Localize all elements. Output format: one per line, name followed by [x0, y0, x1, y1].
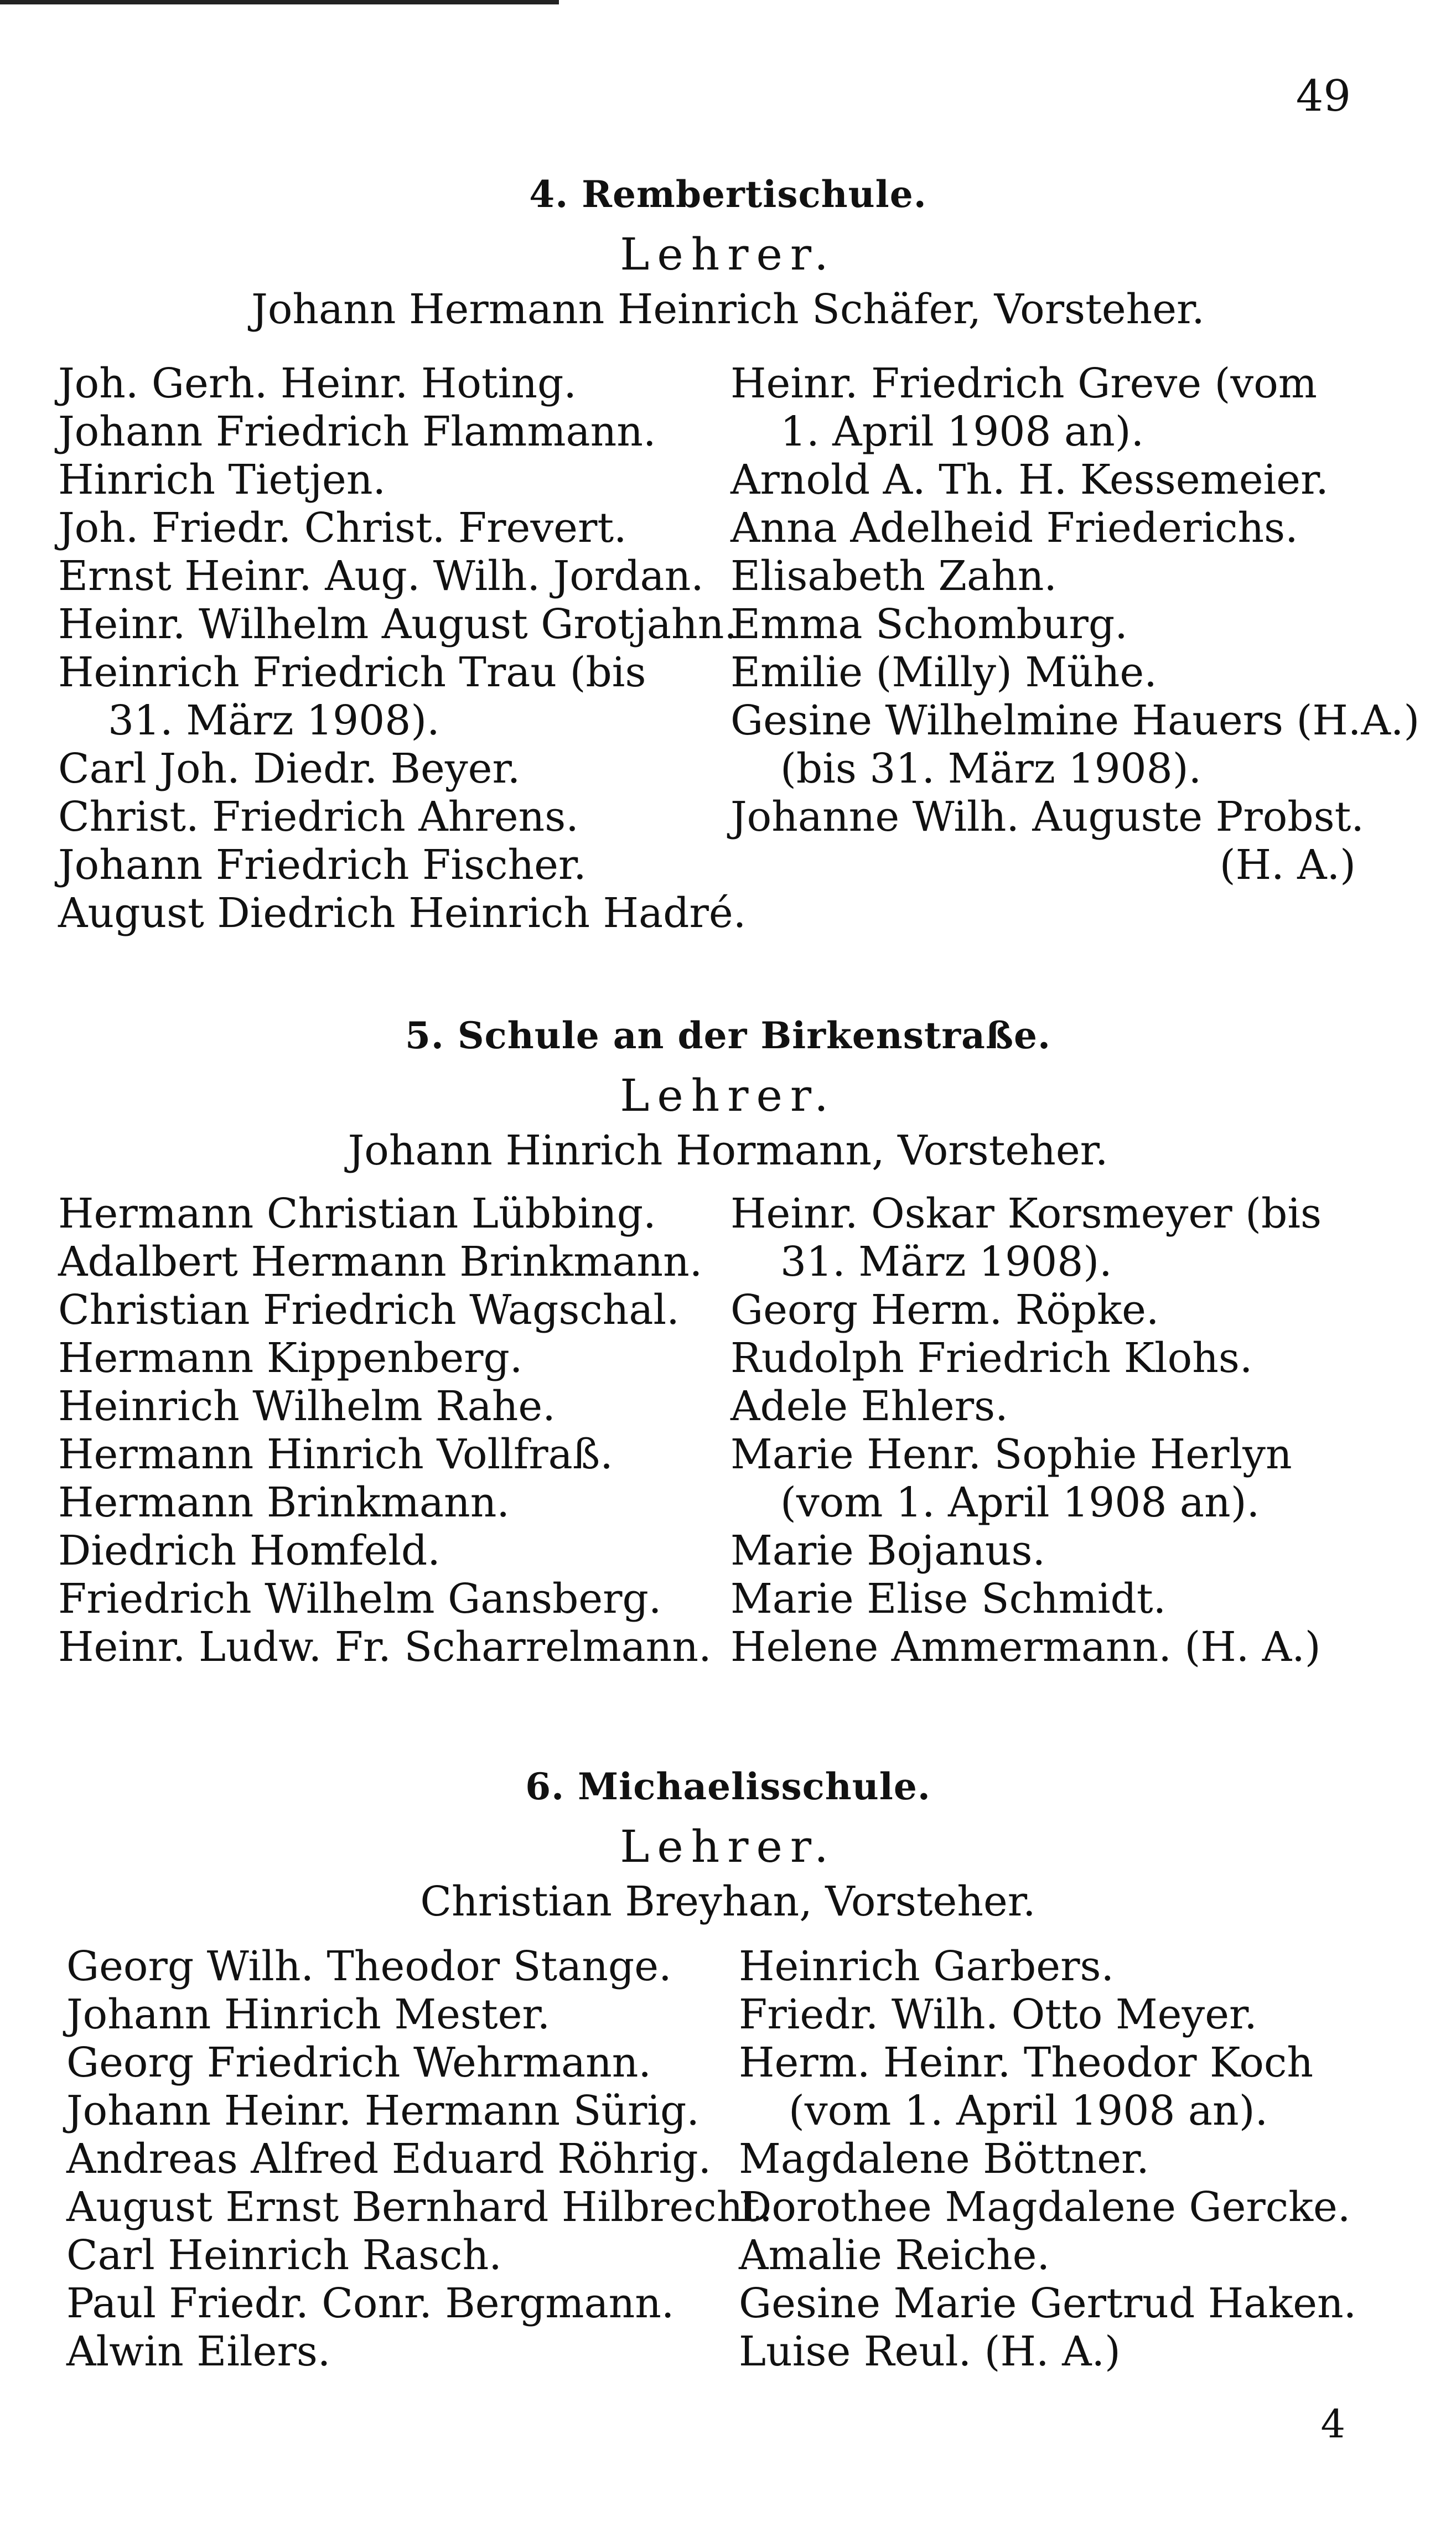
list-item: Hermann Christian Lübbing.	[58, 1190, 656, 1238]
teacher-list-left	[58, 360, 747, 938]
list-item: (vom 1. April 1908 an).	[780, 1479, 1260, 1526]
teacher-list-left	[58, 1190, 712, 1671]
list-item: Anna Adelheid Friederichs.	[730, 504, 1298, 552]
section-subtitle: Lehrer.	[620, 1070, 836, 1121]
list-item: Adele Ehlers.	[730, 1383, 1008, 1430]
list-item: Heinrich Garbers.	[739, 1943, 1114, 1990]
list-item: Johann Hinrich Mester.	[66, 1991, 551, 2038]
list-item: 31. März 1908).	[108, 697, 440, 744]
list-item: Heinrich Wilhelm Rahe.	[58, 1383, 556, 1430]
list-item: Rudolph Friedrich Klohs.	[730, 1334, 1253, 1382]
list-item: Ernst Heinr. Aug. Wilh. Jordan.	[58, 552, 704, 600]
list-item: Helene Ammermann. (H. A.)	[730, 1623, 1321, 1671]
page-number: 49	[1296, 71, 1351, 121]
teacher-list-right	[730, 360, 1420, 889]
list-item: Friedrich Wilhelm Gansberg.	[58, 1575, 662, 1623]
list-item: Johanne Wilh. Auguste Probst.	[730, 793, 1364, 841]
list-item: Christian Friedrich Wagschal.	[58, 1286, 680, 1334]
list-item: 31. März 1908).	[780, 1238, 1112, 1286]
list-item: Friedr. Wilh. Otto Meyer.	[739, 1991, 1257, 2038]
section-subtitle: Lehrer.	[620, 1821, 836, 1872]
list-item: Carl Heinrich Rasch.	[66, 2231, 502, 2279]
section-head: Johann Hermann Heinrich Schäfer, Vorsteher.	[251, 286, 1205, 333]
list-item: Heinr. Wilhelm August Grotjahn.	[58, 600, 737, 648]
list-item: Hermann Brinkmann.	[58, 1479, 510, 1526]
list-item: Joh. Gerh. Heinr. Hoting.	[58, 360, 577, 407]
list-item: Alwin Eilers.	[66, 2328, 331, 2375]
section-title: 4. Rembertischule.	[529, 173, 927, 216]
list-item: Hermann Hinrich Vollfraß.	[58, 1431, 613, 1478]
teacher-list-left	[66, 1943, 773, 2376]
list-item: Georg Friedrich Wehrmann.	[66, 2039, 651, 2086]
teacher-list-right	[730, 1190, 1356, 1671]
list-item: Joh. Friedr. Christ. Frevert.	[58, 504, 627, 552]
list-item: Carl Joh. Diedr. Beyer.	[58, 745, 521, 793]
list-item: Johann Friedrich Flammann.	[58, 408, 656, 455]
list-item: Emma Schomburg.	[730, 600, 1128, 648]
list-item: Herm. Heinr. Theodor Koch	[739, 2039, 1313, 2086]
list-item: Emilie (Milly) Mühe.	[730, 649, 1157, 696]
list-item: Johann Friedrich Fischer.	[58, 841, 587, 889]
list-item: Heinrich Friedrich Trau (bis	[58, 649, 646, 696]
list-item: August Diedrich Heinrich Hadré.	[58, 889, 747, 937]
list-item: Marie Elise Schmidt.	[730, 1575, 1167, 1623]
list-item: Luise Reul. (H. A.)	[739, 2328, 1121, 2375]
list-item: Johann Heinr. Hermann Sürig.	[66, 2087, 699, 2135]
section-title: 5. Schule an der Birkenstraße.	[405, 1014, 1051, 1057]
list-item: August Ernst Bernhard Hilbrecht.	[66, 2183, 773, 2231]
list-item: Magdalene Böttner.	[739, 2135, 1149, 2183]
list-item: Hermann Kippenberg.	[58, 1334, 523, 1382]
list-item: Georg Herm. Röpke.	[730, 1286, 1159, 1334]
section-title: 6. Michaelisschule.	[525, 1765, 931, 1808]
list-item: Amalie Reiche.	[739, 2231, 1050, 2279]
list-item: Heinr. Friedrich Greve (vom	[730, 360, 1317, 407]
list-item: Gesine Marie Gertrud Haken.	[739, 2280, 1357, 2327]
list-item: Diedrich Homfeld.	[58, 1527, 441, 1575]
list-item: 1. April 1908 an).	[780, 408, 1144, 455]
teacher-list-right	[739, 1943, 1364, 2376]
list-item: Marie Bojanus.	[730, 1527, 1046, 1575]
list-item: Arnold A. Th. H. Kessemeier.	[730, 456, 1329, 504]
list-item: Elisabeth Zahn.	[730, 552, 1057, 600]
list-item: Heinr. Oskar Korsmeyer (bis	[730, 1190, 1322, 1238]
list-item: Andreas Alfred Eduard Röhrig.	[66, 2135, 712, 2183]
list-item: Heinr. Ludw. Fr. Scharrelmann.	[58, 1623, 712, 1671]
list-item: (vom 1. April 1908 an).	[789, 2087, 1268, 2135]
list-item: Georg Wilh. Theodor Stange.	[66, 1943, 672, 1990]
section-head: Johann Hinrich Hormann, Vorsteher.	[348, 1127, 1108, 1174]
top-rule	[0, 0, 559, 4]
list-item: (bis 31. März 1908).	[780, 745, 1202, 793]
list-item: Marie Henr. Sophie Herlyn	[730, 1431, 1292, 1478]
list-item: (H. A.)	[1219, 841, 1356, 889]
list-item: Dorothee Magdalene Gercke.	[739, 2183, 1351, 2231]
list-item: Gesine Wilhelmine Hauers (H.A.)	[730, 697, 1420, 744]
section-head: Christian Breyhan, Vorsteher.	[420, 1878, 1036, 1925]
signature-mark: 4	[1320, 2401, 1345, 2447]
list-item: Christ. Friedrich Ahrens.	[58, 793, 579, 841]
section-subtitle: Lehrer.	[620, 229, 836, 280]
list-item: Hinrich Tietjen.	[58, 456, 386, 504]
list-item: Adalbert Hermann Brinkmann.	[58, 1238, 703, 1286]
list-item: Paul Friedr. Conr. Bergmann.	[66, 2280, 675, 2327]
